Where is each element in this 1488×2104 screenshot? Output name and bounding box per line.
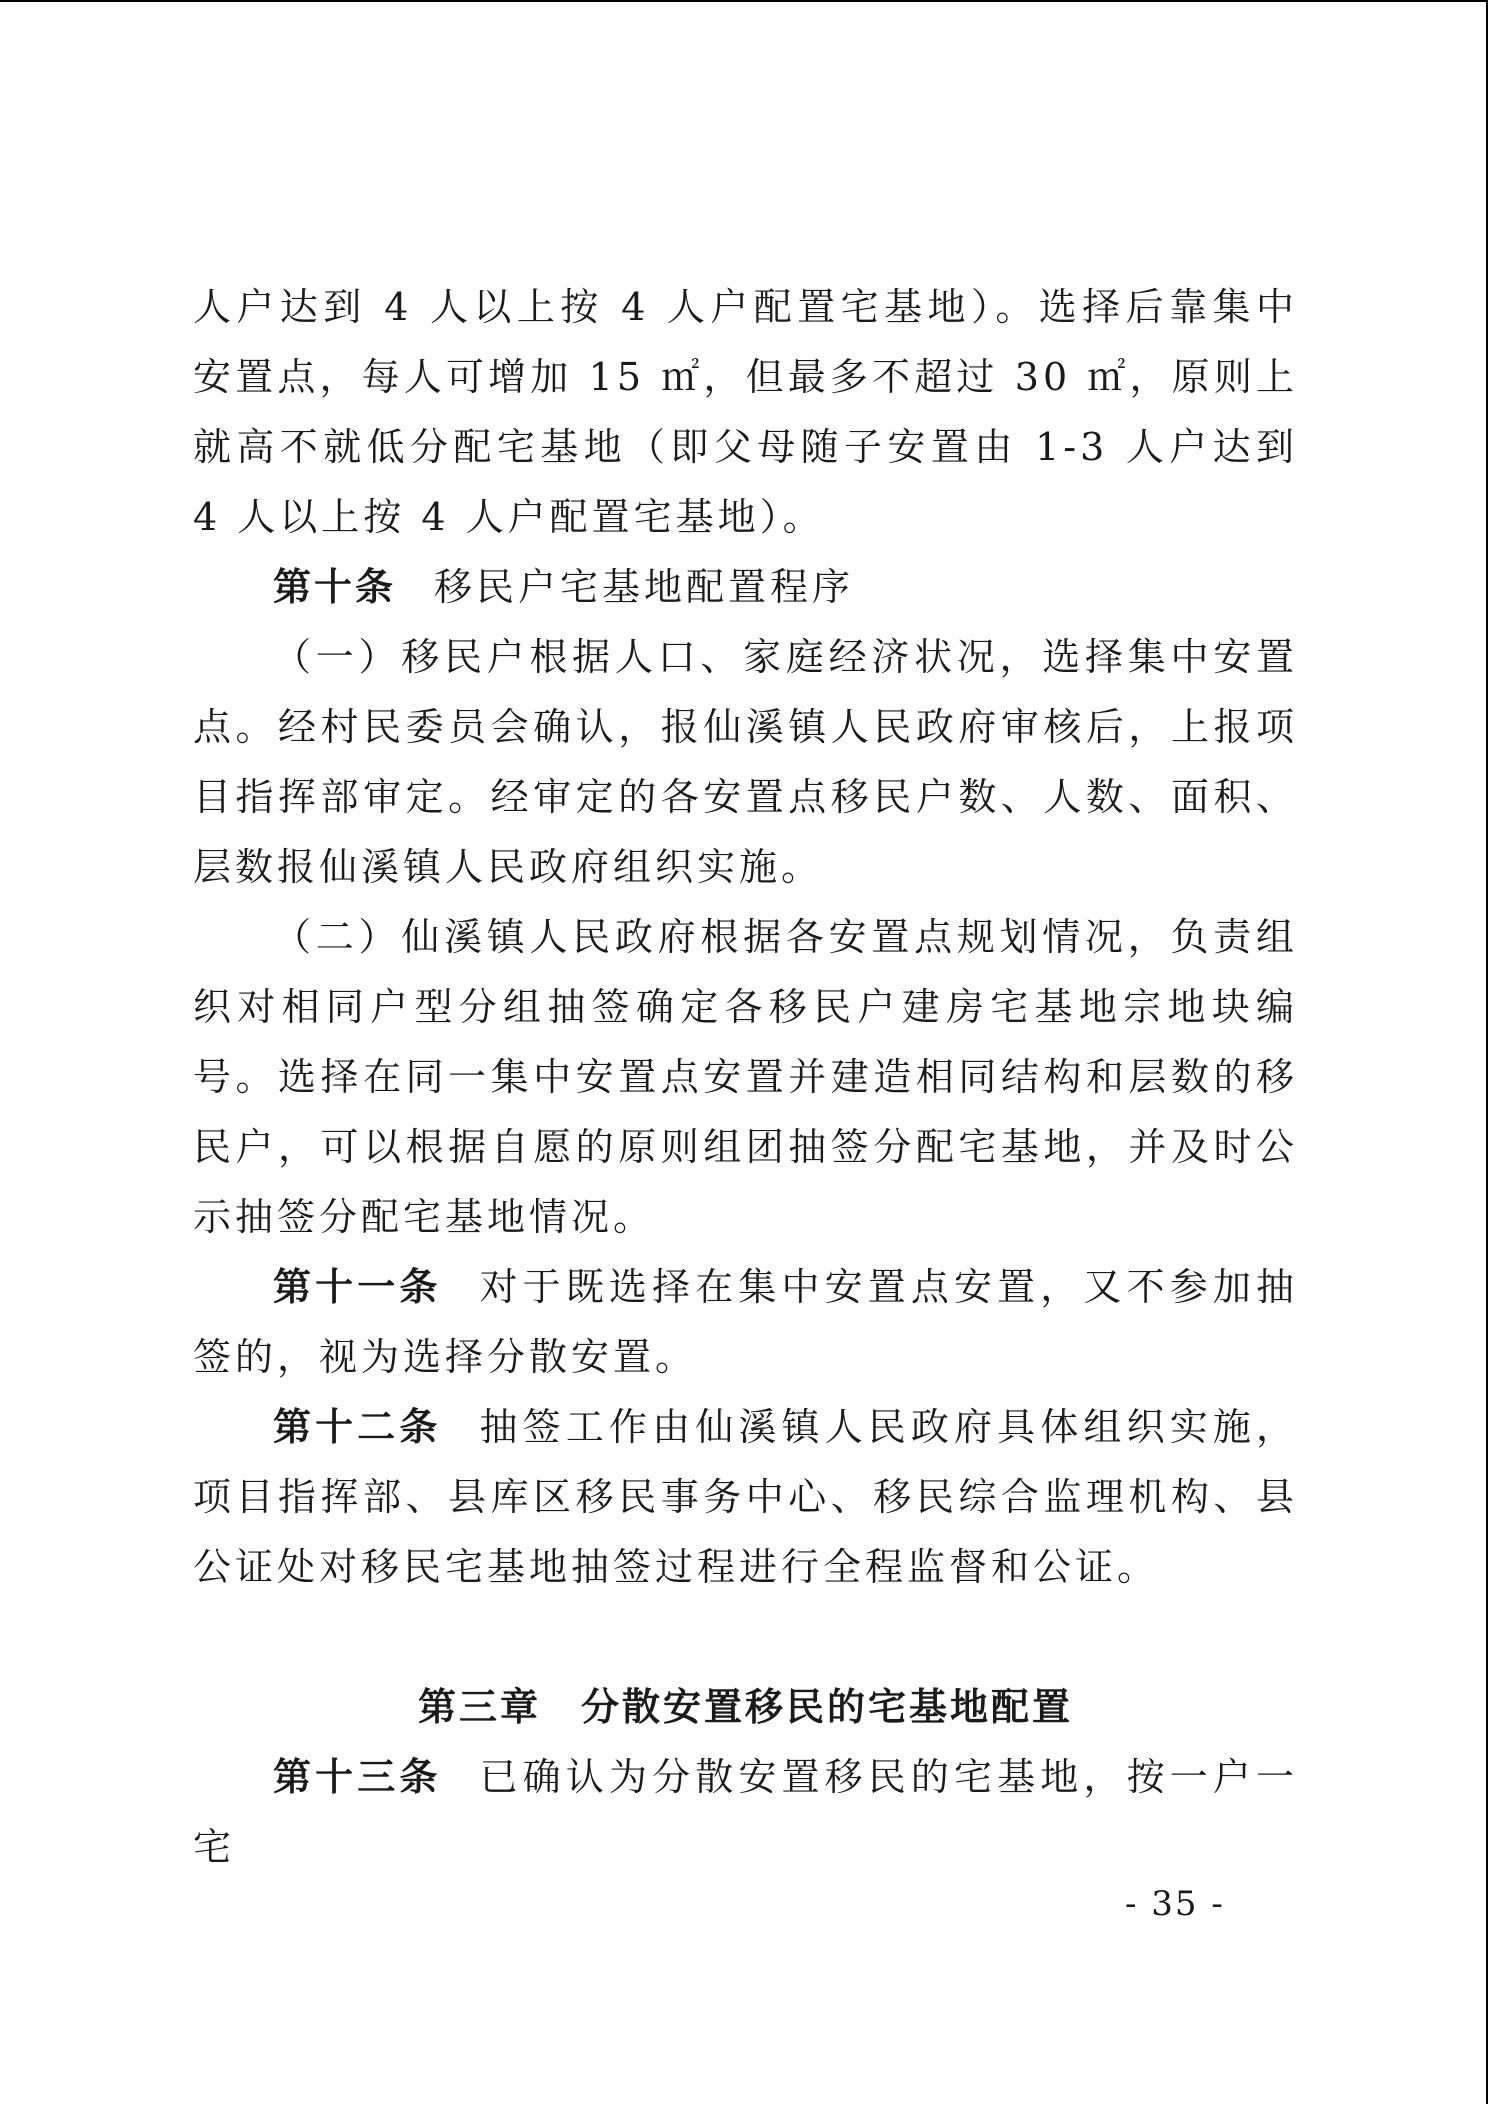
chapter-3-title: 分散安置移民的宅基地配置 xyxy=(581,1685,1074,1729)
article-12-text: 抽签工作由仙溪镇人民政府具体组织实施，项目指挥部、县库区移民事务中心、移民综合监理机构、县公证处对移民宅基地抽签过程进行全程监督和公证。 xyxy=(193,1405,1298,1589)
article-10-item-2: （二）仙溪镇人民政府根据各安置点规划情况，负责组织对相同户型分组抽签确定各移民户建房宅基地宗地块编号。选择在同一集中安置点安置并建造相同结构和层数的移民户，可以根据自愿的原则组团抽签分配宅基地，并及时公示抽签分配宅基地情况。 xyxy=(193,915,1298,1239)
page-number: - 35 - xyxy=(1125,1884,1225,1924)
article-13-title: 第十三条 xyxy=(273,1755,442,1799)
article-10-item-1: （一）移民户根据人口、家庭经济状况，选择集中安置点。经村民委员会确认，报仙溪镇人民政府审核后，上报项目指挥部审定。经审定的各安置点移民户数、人数、面积、层数报仙溪镇人民政府组织实施。 xyxy=(193,635,1298,889)
article-12 xyxy=(193,1392,1298,1602)
article-13 xyxy=(193,1742,1298,1882)
article-10-title: 第十条 xyxy=(273,565,397,609)
chapter-3-heading xyxy=(193,1672,1298,1742)
article-11 xyxy=(193,1252,1298,1392)
article-13-text: 已确认为分散安置移民的宅基地，按一户一宅 xyxy=(193,1755,1298,1869)
article-11-title: 第十一条 xyxy=(273,1265,442,1309)
body-text xyxy=(193,272,1298,1882)
article-10-text: 移民户宅基地配置程序 xyxy=(434,565,855,609)
chapter-3-number: 第三章 xyxy=(417,1685,541,1729)
article-10-heading xyxy=(193,552,1298,622)
article-11-text: 对于既选择在集中安置点安置，又不参加抽签的，视为选择分散安置。 xyxy=(193,1265,1298,1379)
article-12-title: 第十二条 xyxy=(273,1405,442,1449)
paragraph-continuation: 人户达到 4 人以上按 4 人户配置宅基地）。选择后靠集中安置点，每人可增加 15 ㎡，但最多不超过 30 ㎡，原则上就高不就低分配宅基地（即父母随子安置由 1-3 人户达到 4 人以上按 4 人户配置宅基地）。 xyxy=(193,285,1298,539)
